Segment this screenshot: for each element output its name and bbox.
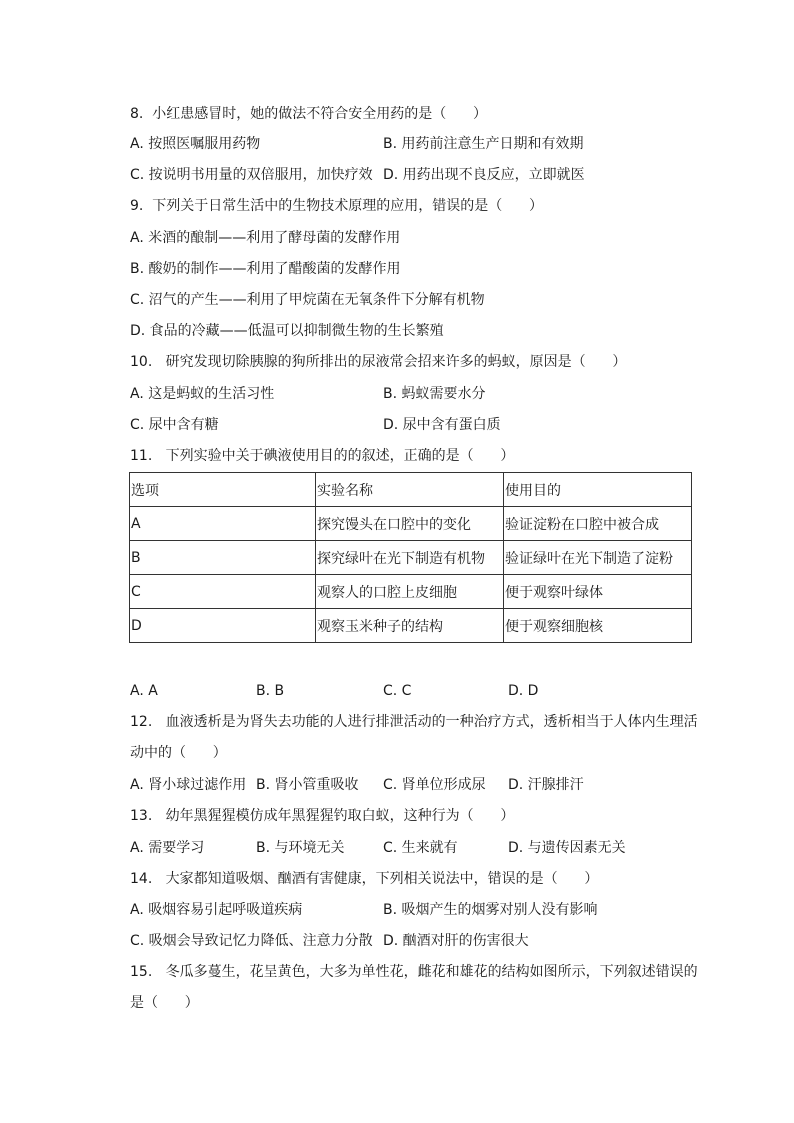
question-10-option-b: B. 蚂蚁需要水分 bbox=[383, 386, 486, 402]
question-13-stem: 13. 幼年黑猩猩模仿成年黑猩猩钓取白蚁，这种行为（ ） bbox=[130, 808, 515, 824]
question-12-option-d: D. 汗腺排汗 bbox=[508, 777, 584, 793]
question-10-option-d: D. 尿中含有蛋白质 bbox=[383, 417, 501, 433]
question-8-option-b: B. 用药前注意生产日期和有效期 bbox=[383, 136, 584, 152]
question-15-stem-line-2: 是（ ） bbox=[130, 995, 199, 1011]
question-9-option-c: C. 沼气的产生——利用了甲烷菌在无氧条件下分解有机物 bbox=[130, 292, 485, 308]
question-12-option-a: A. 肾小球过滤作用 bbox=[130, 777, 247, 793]
question-12-stem-line-1: 12. 血液透析是为肾失去功能的人进行排泄活动的一种治疗方式，透析相当于人体内生理活 bbox=[130, 714, 698, 730]
table-cell: 探究馒头在口腔中的变化 bbox=[316, 507, 504, 541]
table-cell: D bbox=[130, 609, 316, 643]
question-9-stem: 9. 下列关于日常生活中的生物技术原理的应用，错误的是（ ） bbox=[130, 198, 543, 214]
question-8-option-d: D. 用药出现不良反应，立即就医 bbox=[383, 167, 585, 183]
question-11-table bbox=[129, 472, 692, 643]
table-cell: 验证淀粉在口腔中被合成 bbox=[504, 507, 692, 541]
table-cell: 探究绿叶在光下制造有机物 bbox=[316, 541, 504, 575]
table-cell: A bbox=[130, 507, 316, 541]
table-cell: 便于观察叶绿体 bbox=[504, 575, 692, 609]
question-13-option-b: B. 与环境无关 bbox=[256, 840, 345, 856]
table-header-row bbox=[130, 473, 692, 507]
question-12-option-b: B. 肾小管重吸收 bbox=[256, 777, 359, 793]
question-14-option-c: C. 吸烟会导致记忆力降低、注意力分散 bbox=[130, 933, 373, 949]
table-row bbox=[130, 575, 692, 609]
table-cell: C bbox=[130, 575, 316, 609]
question-9-option-d: D. 食品的冷藏——低温可以抑制微生物的生长繁殖 bbox=[130, 323, 444, 339]
question-14-option-b: B. 吸烟产生的烟雾对别人没有影响 bbox=[383, 902, 598, 918]
question-10-stem: 10. 研究发现切除胰腺的狗所排出的尿液常会招来许多的蚂蚁，原因是（ ） bbox=[130, 354, 627, 370]
question-11-option-b: B. B bbox=[256, 683, 285, 699]
table-row bbox=[130, 507, 692, 541]
question-11-option-a: A. A bbox=[130, 683, 158, 699]
question-8-option-a: A. 按照医嘱服用药物 bbox=[130, 136, 261, 152]
table-header-cell: 实验名称 bbox=[316, 473, 504, 507]
question-13-option-c: C. 生来就有 bbox=[383, 840, 458, 856]
question-15-stem-line-1: 15. 冬瓜多蔓生，花呈黄色，大多为单性花，雌花和雄花的结构如图所示，下列叙述错误的 bbox=[130, 964, 698, 980]
table-row bbox=[130, 541, 692, 575]
question-9-option-a: A. 米酒的酿制——利用了酵母菌的发酵作用 bbox=[130, 230, 401, 246]
question-14-option-a: A. 吸烟容易引起呼吸道疾病 bbox=[130, 902, 303, 918]
table-cell: 观察人的口腔上皮细胞 bbox=[316, 575, 504, 609]
question-11-option-c: C. C bbox=[383, 683, 412, 699]
question-10-option-a: A. 这是蚂蚁的生活习性 bbox=[130, 386, 275, 402]
question-14-option-d: D. 酗酒对肝的伤害很大 bbox=[383, 933, 529, 949]
question-9-option-b: B. 酸奶的制作——利用了醋酸菌的发酵作用 bbox=[130, 261, 401, 277]
table-cell: 便于观察细胞核 bbox=[504, 609, 692, 643]
question-10-option-c: C. 尿中含有糖 bbox=[130, 417, 219, 433]
question-14-stem: 14. 大家都知道吸烟、酗酒有害健康，下列相关说法中，错误的是（ ） bbox=[130, 871, 599, 887]
table-cell: 观察玉米种子的结构 bbox=[316, 609, 504, 643]
question-8-stem: 8. 小红患感冒时，她的做法不符合安全用药的是（ ） bbox=[130, 106, 487, 122]
table-cell: B bbox=[130, 541, 316, 575]
question-11-option-d: D. D bbox=[508, 683, 539, 699]
table-header-cell: 选项 bbox=[130, 473, 316, 507]
table-header-cell: 使用目的 bbox=[504, 473, 692, 507]
table-cell: 验证绿叶在光下制造了淀粉 bbox=[504, 541, 692, 575]
question-13-option-d: D. 与遗传因素无关 bbox=[508, 840, 626, 856]
question-8-option-c: C. 按说明书用量的双倍服用，加快疗效 bbox=[130, 167, 373, 183]
table-row bbox=[130, 609, 692, 643]
question-12-option-c: C. 肾单位形成尿 bbox=[383, 777, 486, 793]
question-12-stem-line-2: 动中的（ ） bbox=[130, 745, 227, 761]
question-11-stem: 11. 下列实验中关于碘液使用目的的叙述，正确的是（ ） bbox=[130, 448, 515, 464]
question-13-option-a: A. 需要学习 bbox=[130, 840, 205, 856]
